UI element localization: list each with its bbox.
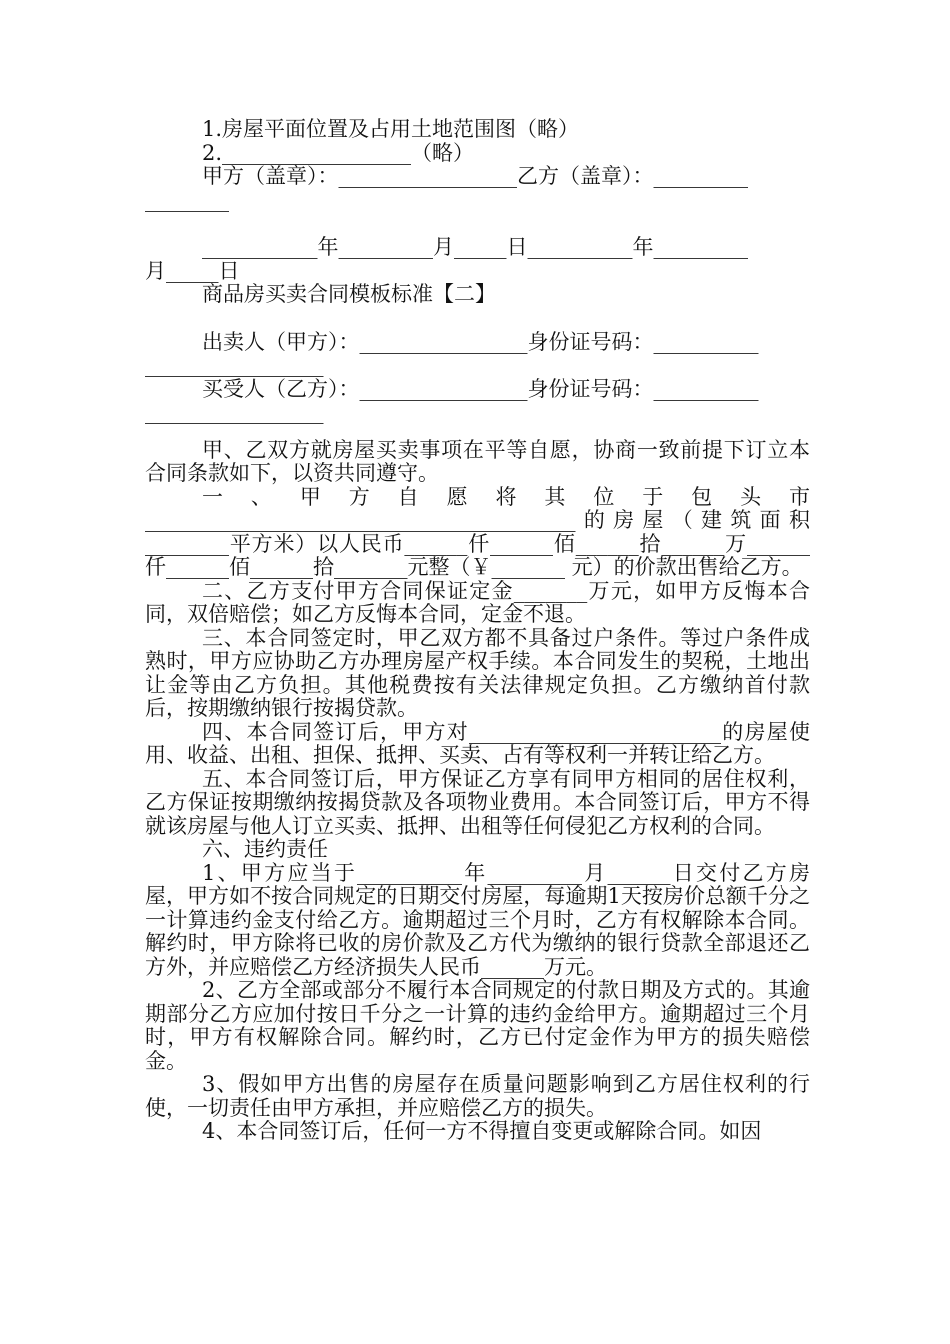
attachment-line-2: 2.__________________（略） bbox=[202, 140, 475, 165]
clause-1: 一、甲方自愿将其位于包头市_________________________________________的房屋（建筑面积________平方米）以人民币______仟______佰______拾______万______仟______佰______拾_______元整（￥_______ 元）的价款出售给乙方。 bbox=[145, 484, 810, 579]
preamble-paragraph: 甲、乙双方就房屋买卖事项在平等自愿，协商一致前提下订立本合同条款如下，以资共同遵守。 bbox=[145, 437, 810, 485]
seller-line: 出卖人（甲方）：________________身份证号码：__________ bbox=[202, 329, 759, 354]
spacer bbox=[145, 212, 810, 236]
seller-line-cont: _________________ bbox=[145, 353, 324, 377]
date-line-cont: 月_____日 bbox=[145, 258, 240, 283]
buyer-line-cont: _________________ bbox=[145, 400, 324, 424]
clause-4: 四、本合同签订后，甲方对________________________的房屋使用、收益、出租、担保、抵押、买卖、占有等权利一并转让给乙方。 bbox=[145, 719, 810, 767]
clause-6-1: 1、甲方应当于__________年_________月______日交付乙方房屋，甲方如不按合同规定的日期交付房屋，每逾期1天按房价总额千分之一计算违约金支付给乙方。逾期超过三个月时，乙方有权解除本合同。解约时，甲方除将已收的房价款及乙方代为缴纳的银行贷款全部退还乙方外，并应赔偿乙方经济损失人民币______万元。 bbox=[145, 860, 810, 979]
attachment-line-1: 1.房屋平面位置及占用土地范围图（略） bbox=[202, 117, 580, 141]
date-line: ___________年_________月_____日__________年_________ bbox=[202, 235, 748, 259]
clause-6-2: 2、乙方全部或部分不履行本合同规定的付款日期及方式的。其逾期部分乙方应加付按日千分之一计算的违约金给甲方。逾期超过三个月时，甲方有权解除合同。解约时，乙方已付定金作为甲方的损失赔偿金。 bbox=[145, 978, 810, 1073]
clause-3: 三、本合同签定时，甲乙双方都不具备过户条件。等过户条件成熟时，甲方应协助乙方办理房屋产权手续。本合同发生的契税，土地出让金等由乙方负担。其他税费按有关法律规定负担。乙方缴纳首付款后，按期缴纳银行按揭贷款。 bbox=[145, 625, 810, 720]
seal-line: 甲方（盖章）：_________________乙方（盖章）：_________ bbox=[202, 164, 748, 188]
seal-line-cont: ________ bbox=[145, 187, 229, 212]
clause-2: 二、乙方支付甲方合同保证定金_______万元，如甲方反悔本合同，双倍赔偿；如乙方反悔本合同，定金不退。 bbox=[145, 578, 810, 626]
section-title: 商品房买卖合同模板标准【二】 bbox=[202, 282, 496, 306]
spacer bbox=[145, 307, 810, 331]
clause-6-3: 3、假如甲方出售的房屋存在质量问题影响到乙方居住权利的行使，一切责任由甲方承担，并应赔偿乙方的损失。 bbox=[145, 1072, 810, 1120]
document-page bbox=[145, 118, 810, 1144]
clause-6-4: 4、本合同签订后，任何一方不得擅自变更或解除合同。如因 bbox=[202, 1119, 762, 1143]
clause-6-heading: 六、违约责任 bbox=[202, 837, 328, 861]
clause-5: 五、本合同签订后，甲方保证乙方享有同甲方相同的居住权利，乙方保证按期缴纳按揭贷款及各项物业费用。本合同签订后，甲方不得就该房屋与他人订立买卖、抵押、出租等任何侵犯乙方权利的合同。 bbox=[145, 766, 810, 838]
buyer-line: 买受人（乙方）：________________身份证号码：__________ bbox=[202, 376, 759, 401]
